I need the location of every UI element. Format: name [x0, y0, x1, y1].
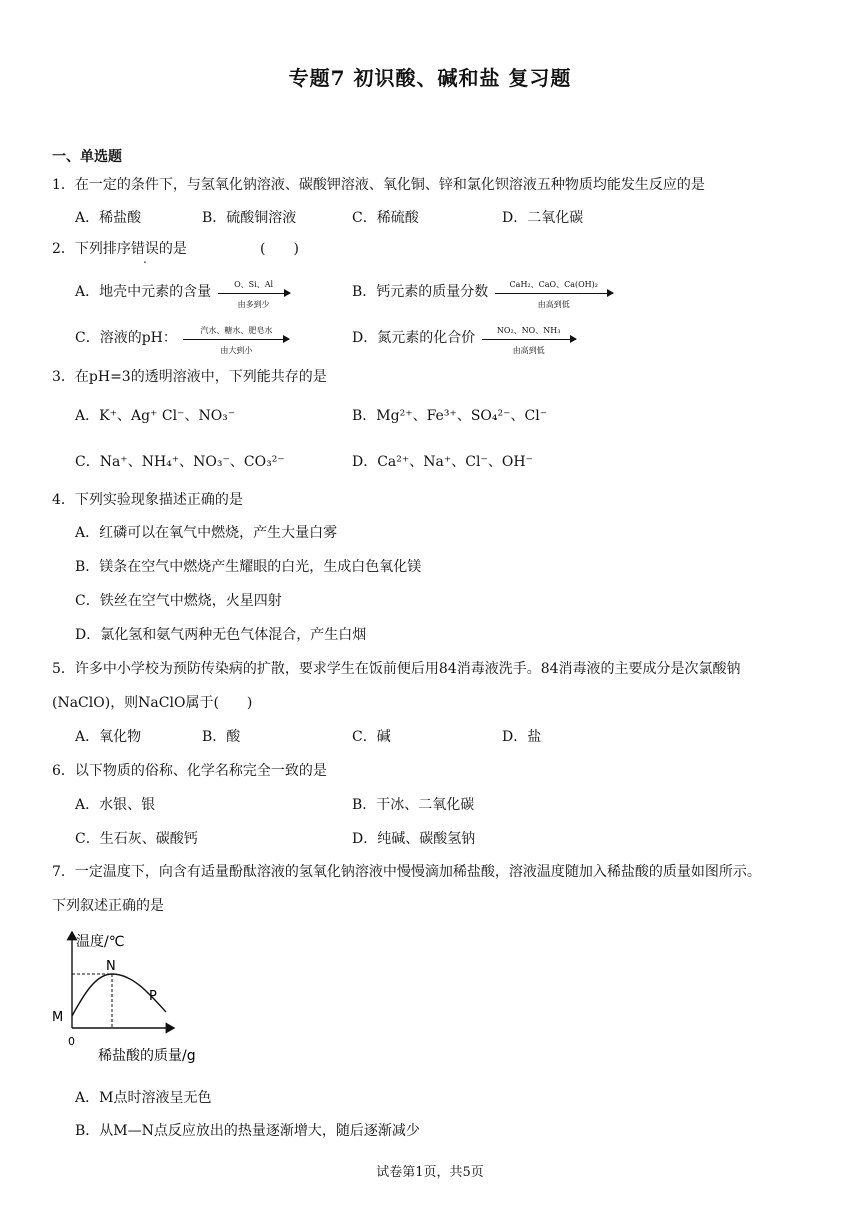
point-m-label: M	[52, 1010, 64, 1025]
q2-option-c	[75, 325, 289, 355]
q2-option-b-arrow-bottom: 由高到低	[537, 299, 570, 309]
q2-answer-paren: ( )	[260, 241, 299, 257]
question-1-stem: 1．在一定的条件下，与氢氧化钠溶液、碳酸钾溶液、氧化铜、锌和氯化钡溶液五种物质均能发生反应的是	[52, 177, 705, 193]
x-axis-label: 稀盐酸的质量/g	[98, 1048, 196, 1064]
q2-option-a-arrow	[218, 279, 290, 309]
q6-option-c: C．生石灰、碳酸钙	[75, 831, 198, 847]
q3-option-d: D．Ca²⁺、Na⁺、Cl⁻、OH⁻	[352, 454, 533, 470]
q2-option-d-arrow	[482, 325, 576, 355]
question-2-stem	[52, 238, 187, 258]
q3-option-b: B．Mg²⁺、Fe³⁺、SO₄²⁻、Cl⁻	[352, 408, 548, 424]
q2-option-d-arrow-bottom: 由高到低	[512, 345, 545, 355]
q2-option-d-label: D．氮元素的化合价	[352, 330, 476, 346]
q6-option-b: B．干冰、二氧化碳	[352, 797, 475, 813]
q2-option-a	[75, 279, 290, 309]
q1-option-a: A．稀盐酸	[75, 210, 142, 226]
point-p-label: P	[149, 989, 157, 1004]
q4-option-d: D．氯化氢和氨气两种无色气体混合，产生白烟	[75, 627, 367, 643]
origin-label: 0	[68, 1035, 75, 1048]
question-5-stem-line2: (NaClO)，则NaClO属于( )	[52, 695, 253, 711]
q2-stem-part-b: 的是	[158, 241, 187, 257]
question-7-stem-line2: 下列叙述正确的是	[52, 898, 164, 914]
question-7-stem-line1: 7．一定温度下，向含有适量酚酞溶液的氢氧化钠溶液中慢慢滴加稀盐酸，溶液温度随加入稀盐酸的质量如图所示。	[52, 864, 761, 880]
q2-option-c-arrow	[183, 325, 289, 355]
q5-option-c: C．碱	[352, 729, 391, 745]
right-arrow-icon	[482, 339, 576, 340]
q2-option-a-arrow-top: O、Si、Al	[234, 279, 274, 289]
q3-option-c: C．Na⁺、NH₄⁺、NO₃⁻、CO₃²⁻	[75, 454, 285, 470]
q2-option-c-arrow-top: 汽水、糖水、肥皂水	[200, 325, 273, 335]
q2-option-b-arrow	[495, 279, 613, 309]
q6-option-a: A．水银、银	[75, 797, 156, 813]
question-6-stem: 6．以下物质的俗称、化学名称完全一致的是	[52, 763, 327, 779]
q6-option-d: D．纯碱、碳酸氢钠	[352, 831, 476, 847]
page-title: 专题7 初识酸、碱和盐 复习题	[288, 66, 572, 90]
page-footer: 试卷第1页，共5页	[376, 1165, 484, 1180]
q1-option-b: B．硫酸铜溶液	[202, 210, 297, 226]
q2-option-d	[352, 325, 576, 355]
q2-stem-part-a: 2．下列排序	[52, 241, 131, 257]
right-arrow-icon	[218, 293, 290, 294]
q5-option-a: A．氧化物	[75, 729, 142, 745]
q2-option-a-label: A．地壳中元素的含量	[75, 284, 212, 300]
q7-option-b: B．从M—N点反应放出的热量逐渐增大，随后逐渐减少	[75, 1123, 420, 1139]
q4-option-a: A．红磷可以在氧气中燃烧，产生大量白雾	[75, 525, 338, 541]
question-5-stem-line1: 5．许多中小学校为预防传染病的扩散，要求学生在饭前便后用84消毒液洗手。84消毒液的主要成分是次氯酸钠	[52, 661, 741, 677]
q2-option-b	[352, 279, 613, 309]
q3-option-a: A．K⁺、Ag⁺ Cl⁻、NO₃⁻	[75, 408, 236, 424]
q2-option-b-label: B．钙元素的质量分数	[352, 284, 489, 300]
section-heading: 一、单选题	[52, 149, 122, 165]
q4-option-c: C．铁丝在空气中燃烧，火星四射	[75, 593, 282, 609]
question-4-stem: 4．下列实验现象描述正确的是	[52, 492, 243, 508]
question-3-stem: 3．在pH=3的透明溶液中，下列能共存的是	[52, 369, 327, 385]
q2-option-d-arrow-top: NO₂、NO、NH₃	[496, 325, 561, 335]
q2-option-c-arrow-bottom: 由大到小	[220, 345, 253, 355]
q2-option-c-label: C．溶液的pH：	[75, 330, 177, 346]
q2-stem-emphasis: 错误	[130, 241, 159, 257]
y-axis-label: 温度/℃	[76, 934, 125, 950]
q1-option-d: D．二氧化碳	[502, 210, 584, 226]
q7-option-a: A．M点时溶液呈无色	[75, 1090, 212, 1106]
right-arrow-icon	[495, 293, 613, 294]
temperature-curve-figure	[48, 928, 228, 1068]
right-arrow-icon	[183, 339, 289, 340]
q1-option-c: C．稀硫酸	[352, 210, 419, 226]
q2-option-a-arrow-bottom: 由多到少	[237, 299, 270, 309]
q2-option-b-arrow-top: CaH₂、CaO、Ca(OH)₂	[509, 279, 598, 289]
q5-option-b: B．酸	[202, 729, 241, 745]
q4-option-b: B．镁条在空气中燃烧产生耀眼的白光，生成白色氧化镁	[75, 559, 422, 575]
q5-option-d: D．盐	[502, 729, 542, 745]
point-n-label: N	[106, 959, 116, 974]
